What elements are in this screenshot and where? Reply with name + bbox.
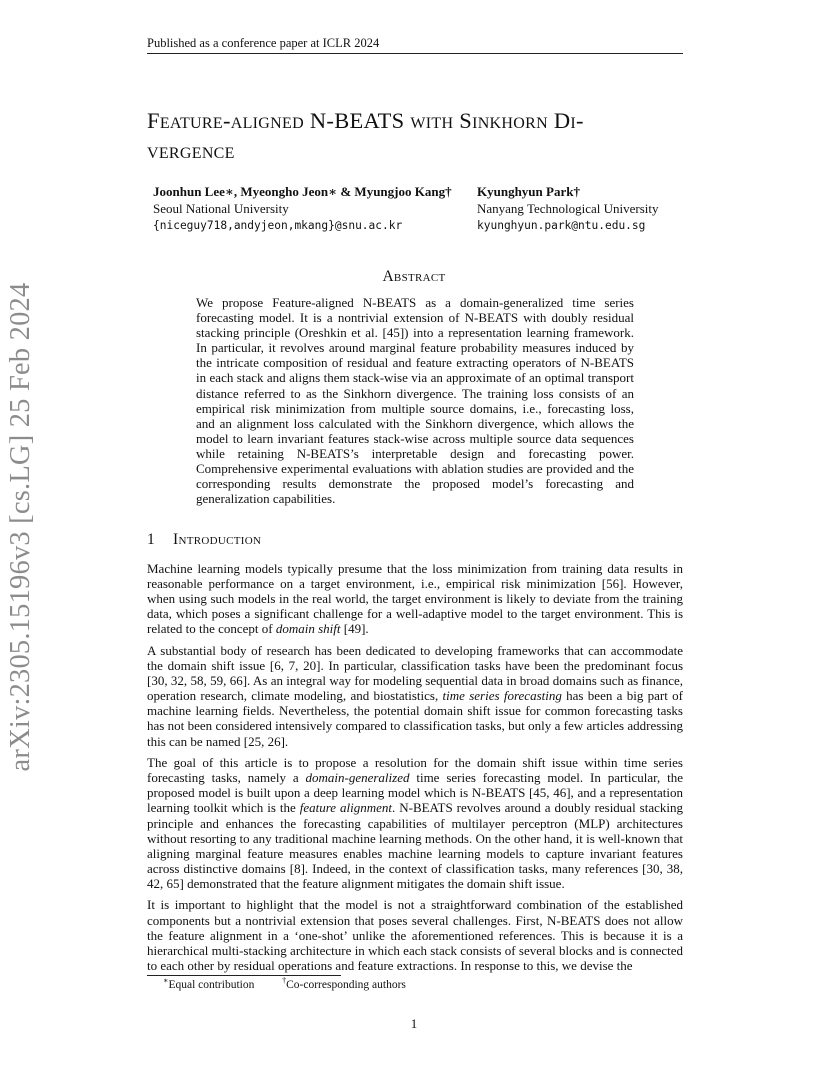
p3-text-a: The goal of this article is to propose a resolution for the domain shift issue within time series forecasting tasks, namely a [147,755,683,786]
author-names-2: Kyunghyun Park† [477,184,580,199]
p1-text-a: Machine learning models typically presume that the loss minimization from training data results in reasonable performance on a target environment, i.e., empirical risk minimization [56]. However, when using such models in the real world, the target environment is likely to deviate from the training data, which poses a significant challenge for a well-adaptive model to the target environment. This is related to the concept of [147,561,683,637]
email-2: kyunghyun.park@ntu.edu.sg [477,219,646,232]
section-heading [147,531,261,549]
footnote-corresponding: Co-corresponding authors [286,979,406,991]
paragraph-4: It is important to highlight that the model is not a straightforward combination of the established components but a nontrivial extension that poses several challenges. First, N-BEATS does not allow the feature alignment in a ‘one-shot’ unlike the aforementioned references. This is because it is a hierarchical multi-stacking architecture in which each stack consists of several blocks and is connected to each other by residual operations and feature extractions. In response to this, we devise the [147,897,683,973]
p1-emphasis: domain shift [275,621,341,637]
footnote-equal: Equal contribution [168,979,255,991]
paper-title [147,106,687,166]
corresponding-mark: † [282,976,287,985]
section-title: Introduction [173,531,262,548]
p1-text-b: [49]. [340,621,369,637]
p3-emphasis-2: feature alignment [299,800,393,816]
p2-text-a: A substantial body of research has been dedicated to developing frameworks that can accommodate the domain shift issue [6, 7, 20]. In particular, classification tasks have been the predominant focus [30, 32, 58, 59, 66]. As an integral way for modeling sequential data in broad domains such as finance, operation research, climate modeling, and biostatistics, [147,642,683,704]
arxiv-stamp-text: arXiv:2305.15196v3 [cs.LG] 25 Feb 2024 [5,282,36,772]
running-header: Published as a conference paper at ICLR 2024 [147,36,380,50]
section-number: 1 [147,531,156,548]
author-block-2 [477,183,659,234]
title-line-1: Feature-aligned N-BEATS with Sinkhorn Di- [147,108,584,133]
p3-text-b: time series forecasting model. In particular, the proposed model is built upon a deep learning model which is N-BEATS [45, 46], and a representation learning toolkit which is the [147,770,683,816]
p3-text-c: . N-BEATS revolves around a doubly residual stacking principle and enhances the forecasting capabilities of multilayer perceptron (MLP) architectures without resorting to any traditional machine learning methods. On the other hand, it is well-known that aligning marginal feature measures enables machine learning models to capture invariant features across distinctive domains [8]. Indeed, in the context of classification tasks, many references [30, 38, 42, 65] demonstrated that the feature alignment mitigates the domain shift issue. [147,800,683,891]
p3-emphasis-1: domain-generalized [305,770,410,786]
author-names-1: Joonhun Lee∗, Myeongho Jeon∗ & Myungjoo Kang† [153,184,452,199]
header-rule [147,53,683,54]
paragraph-3 [147,755,683,891]
title-line-2: vergence [147,138,235,163]
paragraph-2 [147,643,683,749]
email-1: {niceguy718,andyjeon,mkang}@snu.ac.kr [153,219,403,232]
affiliation-1: Seoul National University [153,201,289,216]
abstract-heading: Abstract [382,268,446,285]
abstract-text: We propose Feature-aligned N-BEATS as a domain-generalized time series forecasting model. It is a nontrivial extension of N-BEATS with doubly residual stacking principle (Oreshkin et al. [45]) into a representation learning framework. In particular, it revolves around marginal feature probability measures induced by the intricate composition of residual and feature extracting operators of N-BEATS in each stack and aligns them stack-wise via an approximate of an optimal transport distance referred to as the Sinkhorn divergence. The training loss consists of an empirical risk minimization from multiple source domains, i.e., forecasting loss, and an alignment loss calculated with the Sinkhorn divergence, which allows the model to learn invariant features stack-wise across multiple source data sequences while retaining N-BEATS’s interpretable design and forecasting power. Comprehensive experimental evaluations with ablation studies are provided and the corresponding results demonstrate the proposed model’s forecasting and generalization capabilities. [196,295,634,507]
affiliation-2: Nanyang Technological University [477,201,659,216]
paragraph-1 [147,561,683,636]
footnotes [163,976,406,991]
footnote-rule [147,975,341,976]
page-number: 1 [410,1016,418,1031]
body-text [147,561,683,979]
p2-text-b: has been a big part of machine learning fields. Nevertheless, the potential domain shift issue for common forecasting tasks has not been considered intensively compared to classification tasks, but only a few articles addressing this can be named [25, 26]. [147,688,683,749]
equal-contribution-mark: ∗ [163,976,169,985]
p2-emphasis: time series forecasting [442,688,562,704]
author-block-1 [153,183,452,234]
